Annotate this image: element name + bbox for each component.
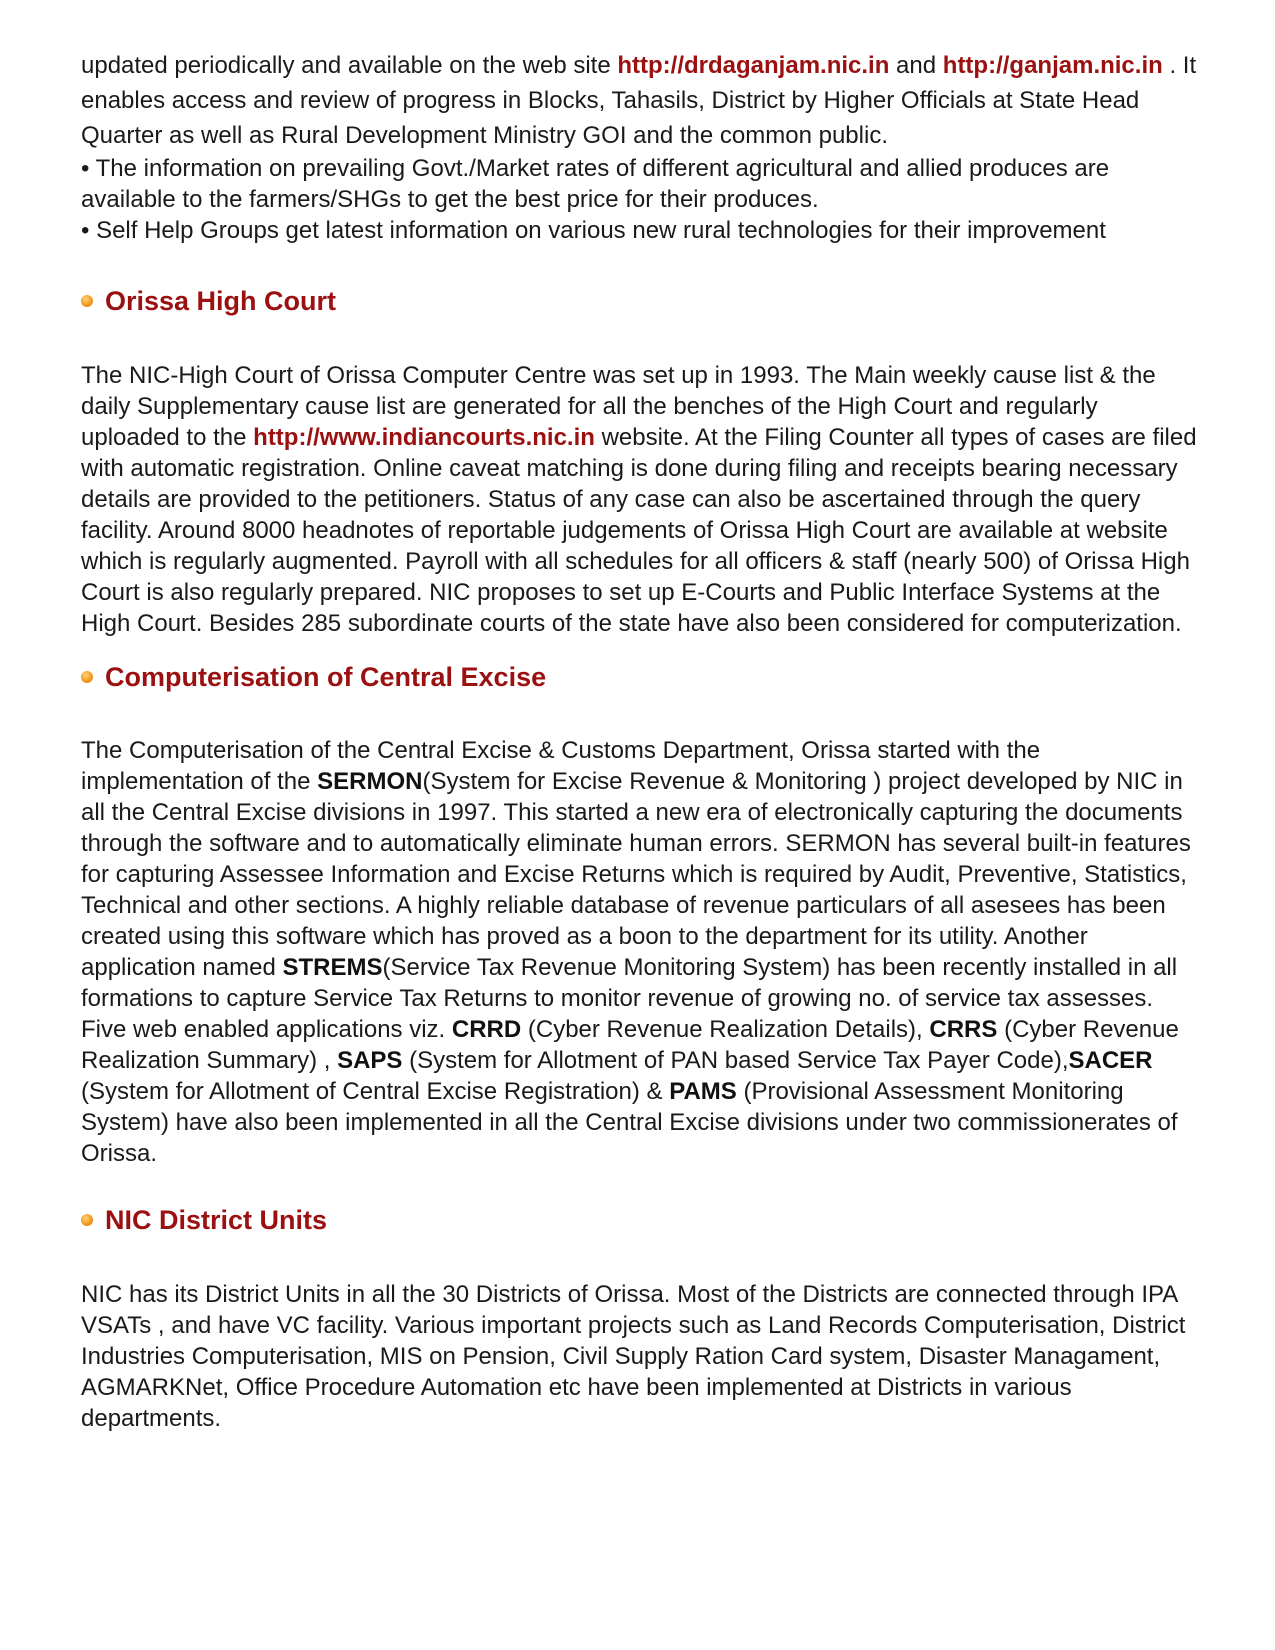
section-title: Orissa High Court xyxy=(105,286,337,316)
intro-bullet-2: • Self Help Groups get latest information on various new rural technologies for their improvement xyxy=(81,217,1106,244)
indiancourts-link[interactable]: http://www.indiancourts.nic.in xyxy=(253,424,595,451)
section-heading-nic-district-units xyxy=(81,1203,1201,1237)
text-segment: (Cyber Revenue Realization Details), xyxy=(521,1016,930,1043)
crrs-term: CRRS xyxy=(929,1016,998,1043)
text-segment: (Service Tax Revenue Monitoring System) has been recently installed in all formations to capture Service Tax Returns to monitor revenue of growing no. of service tax assesses. Five web enabled applications viz. xyxy=(81,954,1178,1043)
section-heading-central-excise xyxy=(81,660,1201,694)
text-segment: (Provisional Assessment Monitoring System) have also been implemented in all the Central Excise divisions under two commissionerates of Orissa. xyxy=(81,1078,1178,1167)
central-excise-paragraph xyxy=(81,735,1201,1169)
high-court-text-start: The NIC-High Court of Orissa Computer Centre was set up in 1993. The Main weekly cause list & the daily Supplementary cause list are generated for all the benches of the High Court and regularly uploaded to the xyxy=(81,362,1156,451)
drda-ganjam-link[interactable]: http://drdaganjam.nic.in xyxy=(617,52,890,79)
section-title: Computerisation of Central Excise xyxy=(105,662,547,692)
district-units-paragraph: NIC has its District Units in all the 30 Districts of Orissa. Most of the Districts are connected through IPA VSATs , and have VC facility. Various important projects such as Land Records Computerisation, District Industries Computerisation, MIS on Pension, Civil Supply Ration Card system, Disaster Managament, AGMARKNet, Office Procedure Automation etc have been implemented at Districts in various departments. xyxy=(81,1281,1186,1432)
text-segment: (Cyber Revenue Realization Summary) , xyxy=(81,1016,1179,1074)
crrd-term: CRRD xyxy=(451,1016,522,1043)
text-segment: The Computerisation of the Central Excise & Customs Department, Orissa started with the implementation of the xyxy=(81,737,1041,795)
strems-term: STREMS xyxy=(282,954,383,981)
saps-term: SAPS xyxy=(337,1047,403,1074)
bullet-dot-icon xyxy=(81,295,93,307)
intro-and-text: and xyxy=(889,52,943,79)
high-court-paragraph xyxy=(81,360,1201,639)
high-court-text-rest: website. At the Filing Counter all types of cases are filed with automatic registration. Online caveat matching is done during filing and receipts bearing necessary details are provided to the petitioners. Status of any case can also be ascertained through the query facility. Around 8000 headnotes of reportable judgements of Orissa High Court are available at website which is regularly augmented. Payroll with all schedules for all officers & staff (nearly 500) of Orissa High Court is also regularly prepared. NIC proposes to set up E-Courts and Public Interface Systems at the High Court. Besides 285 subordinate courts of the state have also been considered for computerization. xyxy=(81,424,1197,637)
intro-bullet-1: • The information on prevailing Govt./Market rates of different agricultural and allied produces are available to the farmers/SHGs to get the best price for their produces. xyxy=(81,155,1110,213)
section-title: NIC District Units xyxy=(105,1205,328,1235)
bullet-dot-icon xyxy=(81,671,93,683)
pams-term: PAMS xyxy=(669,1078,737,1105)
intro-paragraph xyxy=(81,48,1201,153)
document-page xyxy=(81,48,1201,1434)
sacer-term: SACER xyxy=(1068,1047,1153,1074)
intro-text-rest: . It enables access and review of progress in Blocks, Tahasils, District by Higher Officials at State Head Quarter as well as Rural Development Ministry GOI and the common public. xyxy=(81,52,1197,149)
text-segment: (System for Excise Revenue & Monitoring ) project developed by NIC in all the Central Excise divisions in 1997. This started a new era of electronically capturing the documents through the software and to automatically eliminate human errors. SERMON has several built-in features for capturing Assessee Information and Excise Returns which is required by Audit, Preventive, Statistics, Technical and other sections. A highly reliable database of revenue particulars of all asesees has been created using this software which has proved as a boon to the department for its utility. Another application named xyxy=(81,768,1191,981)
text-segment: (System for Allotment of PAN based Service Tax Payer Code), xyxy=(402,1047,1069,1074)
section-heading-orissa-high-court xyxy=(81,284,1201,318)
ganjam-link[interactable]: http://ganjam.nic.in xyxy=(942,52,1163,79)
intro-text-start: updated periodically and available on the web site xyxy=(81,52,618,79)
sermon-term: SERMON xyxy=(317,768,423,795)
bullet-dot-icon xyxy=(81,1214,93,1226)
text-segment: (System for Allotment of Central Excise Registration) & xyxy=(81,1078,670,1105)
